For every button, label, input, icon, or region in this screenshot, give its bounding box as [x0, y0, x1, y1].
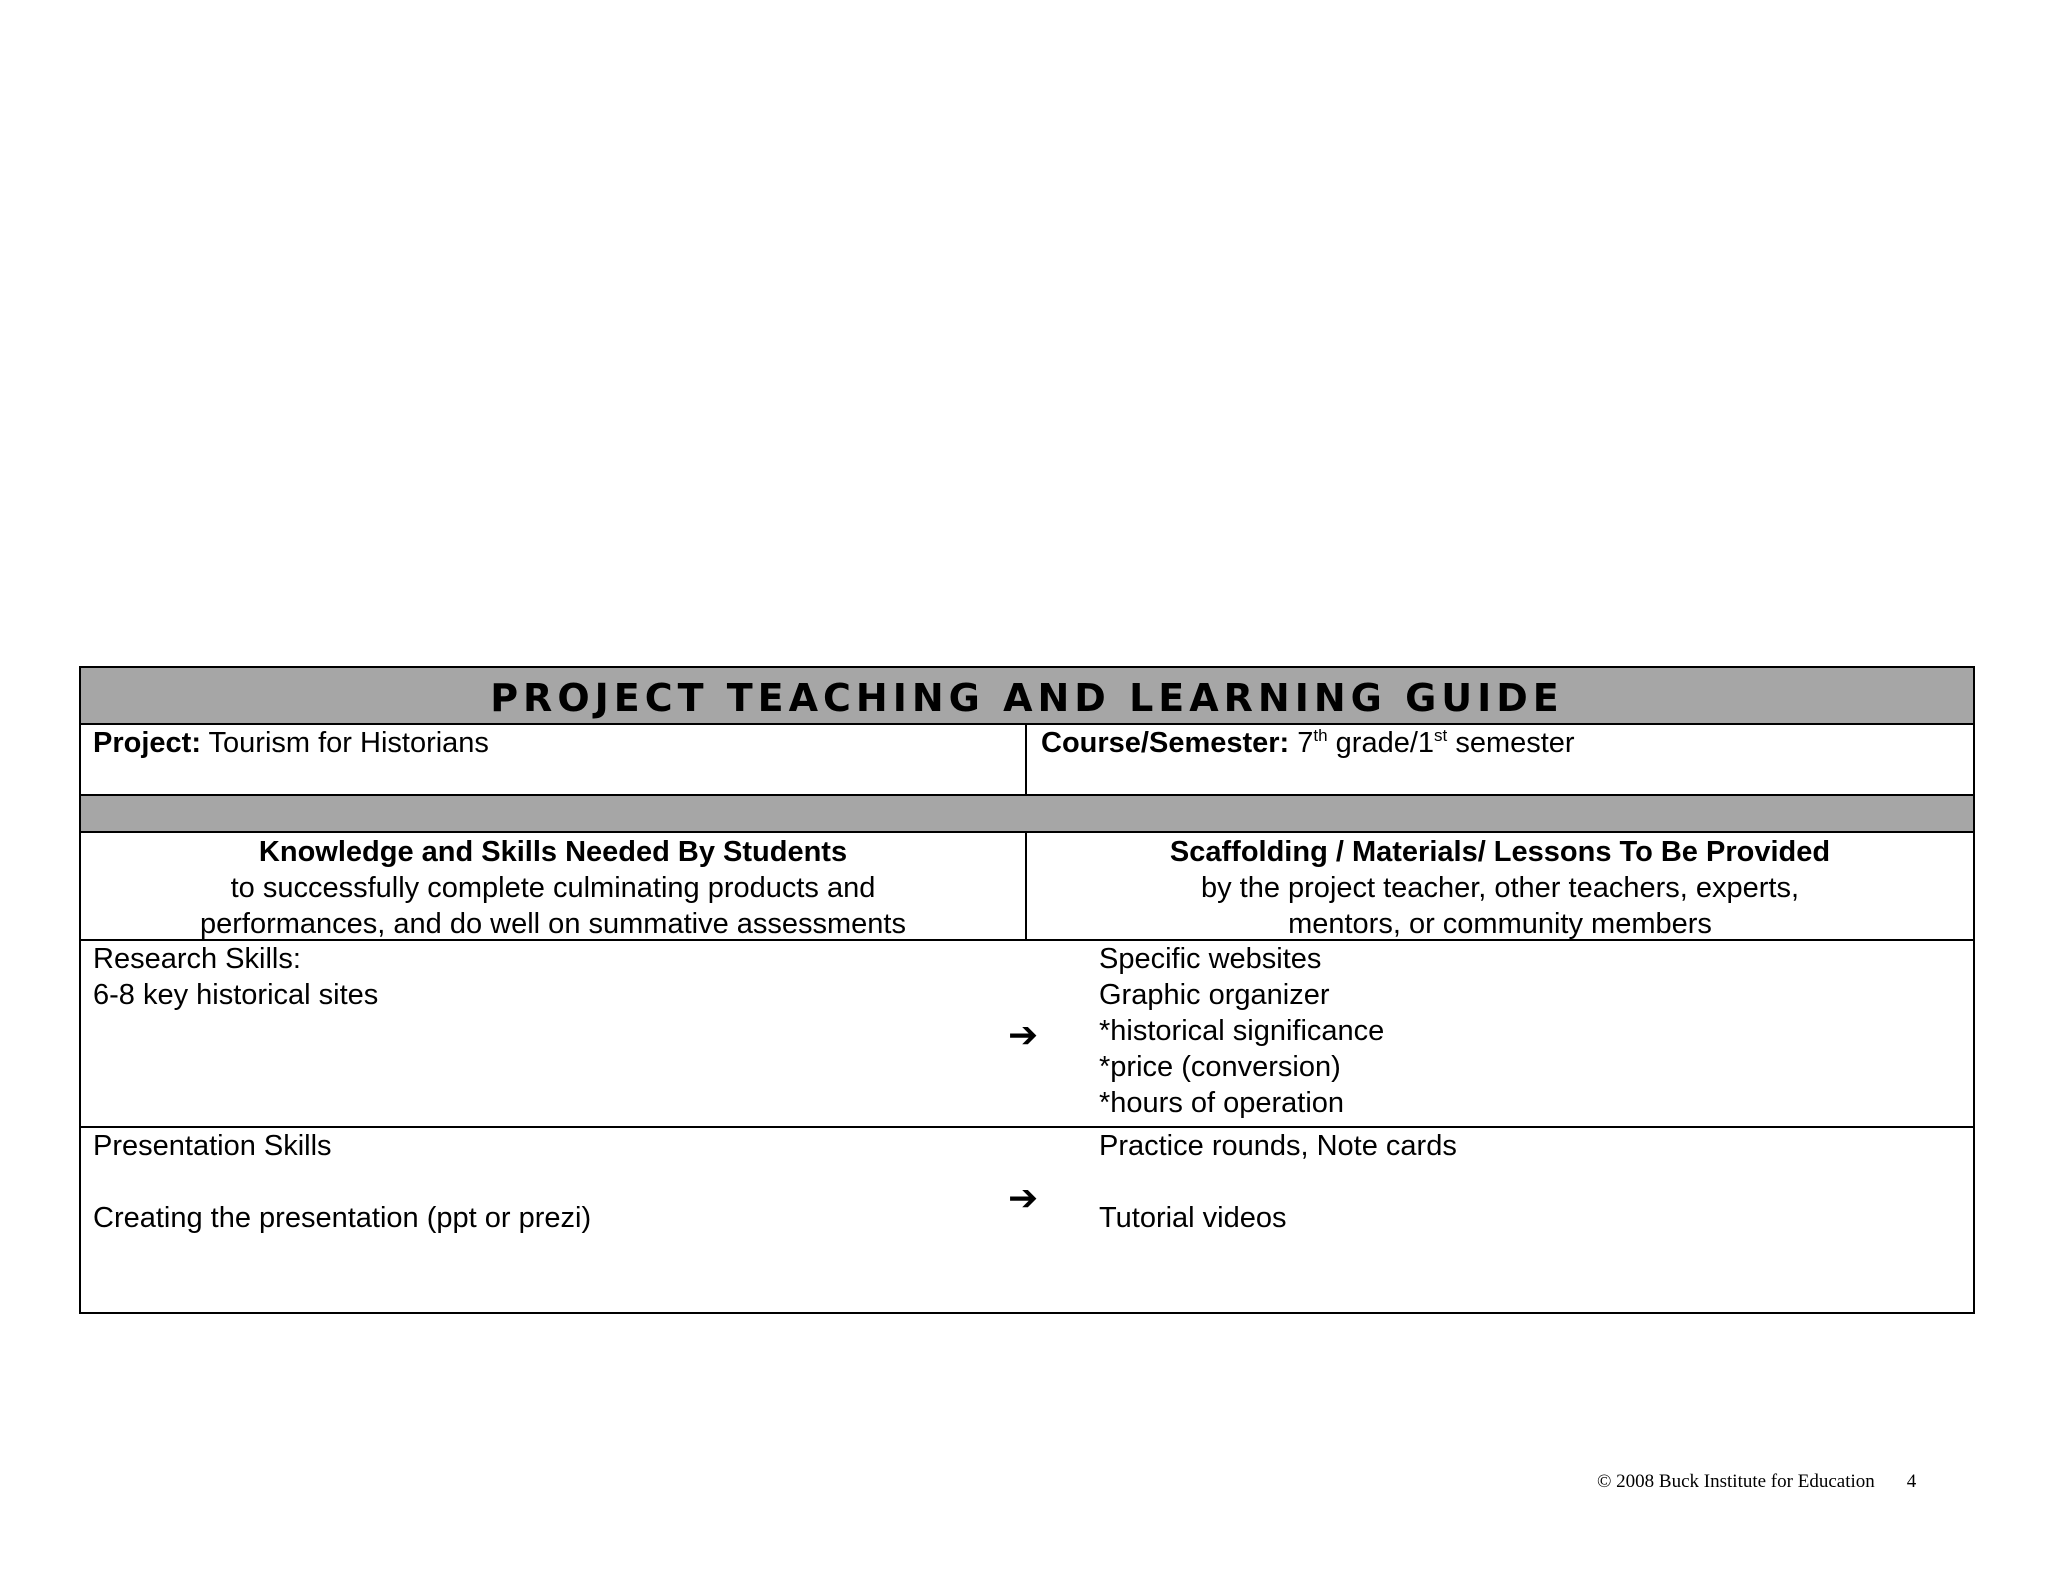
guide-title: PROJECT TEACHING AND LEARNING GUIDE	[490, 675, 1564, 720]
blank-line	[93, 1164, 591, 1200]
scaffolding-line: *hours of operation	[1099, 1087, 1345, 1119]
page-number: 4	[1906, 1471, 1917, 1492]
right-arrow-icon: ➔	[1008, 1178, 1039, 1219]
gray-spacer-bar	[81, 794, 1973, 831]
course-grade-sup: th	[1313, 726, 1328, 745]
scaffolding-subtitle-line1: by the project teacher, other teachers, experts,	[1200, 872, 1800, 904]
knowledge-skills-subtitle-line2: performances, and do well on summative assessments	[200, 908, 906, 940]
scaffolding-cell	[1099, 941, 1384, 1121]
project-value: Tourism for Historians	[208, 727, 489, 759]
course-label: Course/Semester:	[1041, 727, 1290, 759]
course-semester-sup: st	[1434, 726, 1448, 745]
scaffolding-title: Scaffolding / Materials/ Lessons To Be Provided	[1169, 836, 1831, 868]
knowledge-skills-title: Knowledge and Skills Needed By Students	[258, 836, 848, 868]
skills-cell	[93, 941, 378, 1013]
scaffolding-line: Specific websites	[1099, 943, 1322, 975]
scaffolding-line: *price (conversion)	[1099, 1051, 1341, 1083]
scaffolding-cell	[1099, 1128, 1457, 1236]
skill-line: 6-8 key historical sites	[93, 979, 379, 1011]
scaffolding-line: Tutorial videos	[1099, 1202, 1287, 1234]
project-cell	[81, 725, 1027, 794]
guide-title-bar	[81, 668, 1973, 723]
project-info-row	[81, 723, 1973, 794]
skill-line: Creating the presentation (ppt or prezi)	[93, 1202, 592, 1234]
knowledge-skills-subtitle-line1: to successfully complete culminating products and	[230, 872, 876, 904]
page-footer	[1597, 1471, 1916, 1493]
column-header-row	[81, 831, 1973, 939]
skill-line: Research Skills:	[93, 943, 301, 975]
course-grade-text: grade/1	[1327, 727, 1435, 759]
copyright-text: © 2008 Buck Institute for Education	[1597, 1471, 1875, 1492]
scaffolding-header	[1027, 833, 1973, 939]
course-grade-num: 7	[1297, 727, 1314, 759]
scaffolding-subtitle-line2: mentors, or community members	[1288, 908, 1712, 940]
scaffolding-line: *historical significance	[1099, 1015, 1385, 1047]
table-row	[81, 1126, 1973, 1312]
knowledge-skills-header	[81, 833, 1027, 939]
blank-line	[1099, 1164, 1457, 1200]
scaffolding-line: Graphic organizer	[1099, 979, 1330, 1011]
scaffolding-line: Practice rounds, Note cards	[1099, 1130, 1457, 1162]
project-label: Project:	[93, 727, 201, 759]
course-semester-cell	[1027, 725, 1973, 794]
skills-cell	[93, 1128, 591, 1236]
course-semester-text: semester	[1447, 727, 1575, 759]
table-row	[81, 939, 1973, 1126]
teaching-learning-guide-table	[79, 666, 1975, 1314]
skill-line: Presentation Skills	[93, 1130, 332, 1162]
right-arrow-icon: ➔	[1008, 1015, 1039, 1056]
